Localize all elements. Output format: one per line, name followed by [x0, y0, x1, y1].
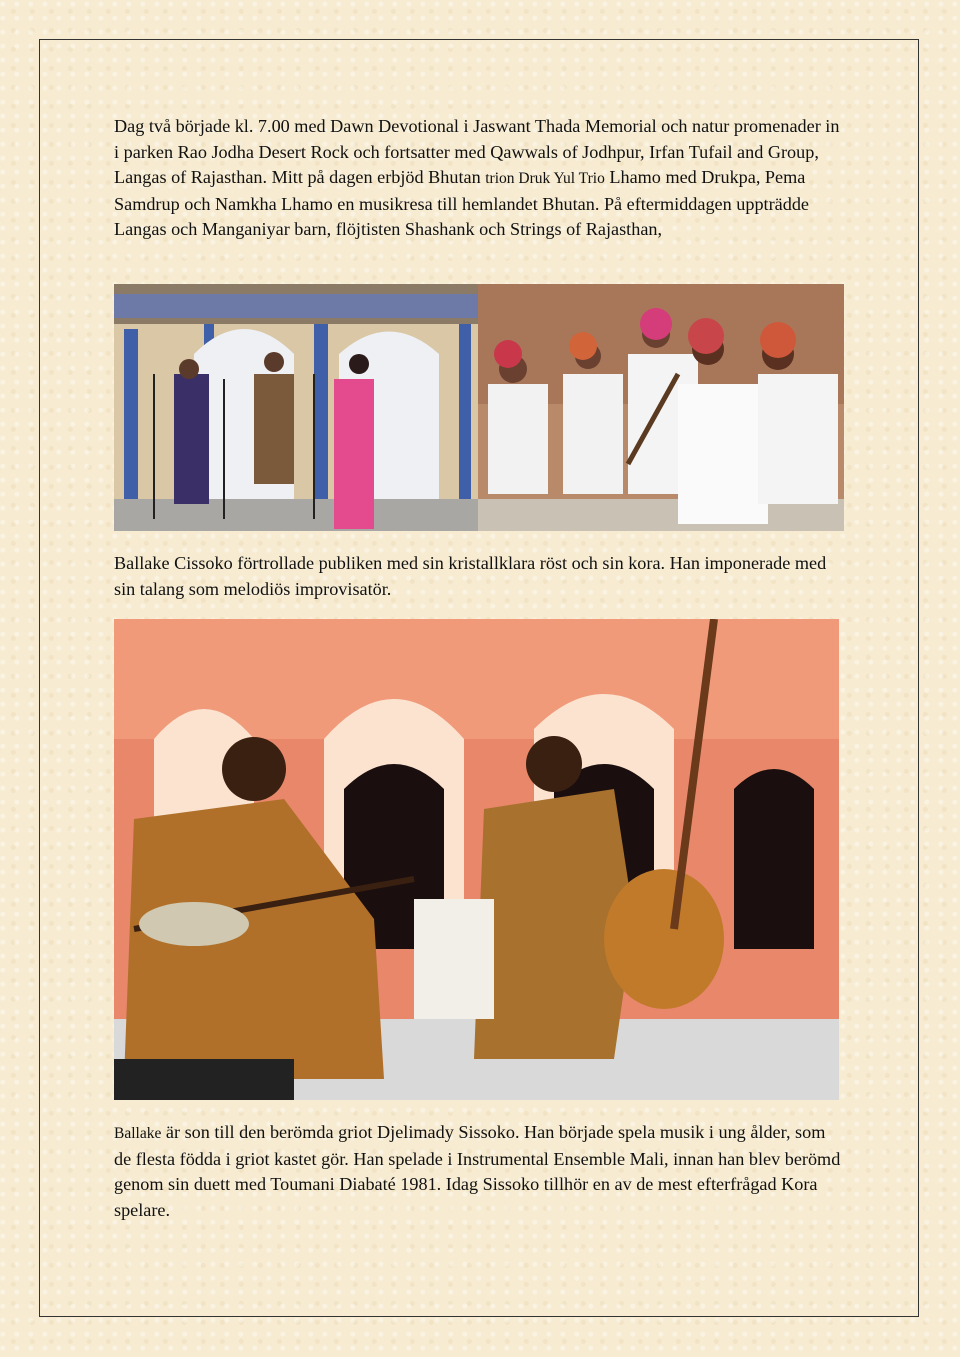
paragraph-day-two-text-2: trion Druk Yul Trio: [485, 170, 605, 188]
paragraph-ballake-biography: [114, 1120, 844, 1223]
paragraph-day-two-text-3: Lhamo med Drukpa, Pema Samdrup och Namkha Lhamo en musikresa till hemlandet Bhutan. På eftermiddagen uppträdde Langas och Manganiyar barn, flöjtisten Shashank och Strings of Rajasthan,: [114, 167, 809, 240]
photo-bhutan-trio: [114, 284, 478, 531]
paragraph-day-two: [114, 114, 844, 243]
paragraph-ballake-biography-text-2: är son till den berömda griot Djelimady Sissoko. Han började spela musik i ung ålder, som de flesta födda i griot kastet gör. Han spelade i Instrumental Ensemble Mali, innan han blev berömd genom sin duett med Toumani Diabaté 1981. Idag Sissoko tillhör en av de mest efterfrågad Kora spelare.: [114, 1122, 841, 1220]
paragraph-ballake-cissoko: Ballake Cissoko förtrollade publiken med sin kristallklara röst och sin kora. Han imponerade med sin talang som melodiös improvisatör.: [114, 553, 827, 599]
photo-ballake-cissoko-kora: [114, 619, 839, 1100]
paragraph-day-two-text-1: Dag två började kl. 7.00 med Dawn Devotional i Jaswant Thada Memorial och natur promenader in i parken Rao Jodha Desert Rock och fortsatter med Qawwals of Jodhpur, Irfan Tufail and Group, Langas of Rajasthan. Mitt på dagen erbjöd Bhutan: [114, 116, 840, 188]
paragraph-ballake-biography-text-1: Ballake: [114, 1125, 162, 1142]
photo-langas-manganiyar: [478, 284, 844, 531]
